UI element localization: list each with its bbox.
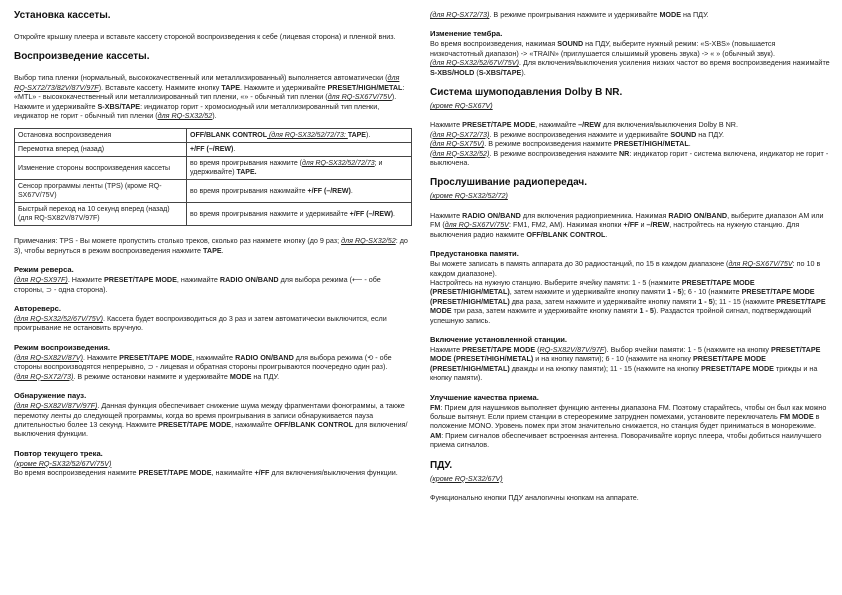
table-row xyxy=(15,143,412,157)
autoreverse-title: Автореверс. xyxy=(14,304,61,314)
remote-text: Функционально кнопки ПДУ аналогичны кнопкам на аппарате. xyxy=(430,493,639,502)
table-cell-function: Быстрый переход на 10 секунд вперед (назад) (для RQ-SX82V/87V/97F) xyxy=(15,203,187,226)
preset-memory-text: Вы можете записать в память аппарата до 30 радиостанций, по 15 в каждом диапазоне (для RQ-SX67V/75V: по 10 в каждом диапазоне). xyxy=(430,259,821,278)
table-cell-action: во время проигрывания нажимайте +/FF (–/REW). xyxy=(187,180,412,203)
reverse-mode-text: (для RQ-SX97F). Нажмите PRESET/TAPE MODE, нажимайте RADIO ON/BAND для выбора режима (⟵ - обе стороны, ⊃ - одна сторона). xyxy=(14,275,381,294)
reverse-mode-title: Режим реверса. xyxy=(14,265,74,275)
pause-detect-text: (для RQ-SX82V/87V/97F). Данная функция обеспечивает снижение шума между фрагментами фонограммы, а также перемотку ленты до следующей программы, когда во время проигрывания в записи обнаруживается пауза длительностью более 13 секунд. Нажмите PRESET/TAPE MODE, нажимайте OFF/BLANK CONTROL для включения/выключения функции. xyxy=(14,401,408,439)
radio-subtitle: (кроме RQ-SX32/52/72) xyxy=(430,191,508,201)
preset-memory-title: Предустановка памяти. xyxy=(430,249,519,259)
play-mode-title: Режим воспроизведения. xyxy=(14,342,111,352)
reception-fm-text: FM: Прием для наушников выполняет функцию антенны диапазона FM. Поэтому старайтесь, чтобы он был как можно больше вытянут. Если прием станции в стереорежиме затруднен помехами, установите переключатель FM MODE в положение MONO. Уровень помех при этом значительно снижается, но станция будет приниматься в монорежиме. xyxy=(430,402,827,431)
table-row xyxy=(15,129,412,143)
autoreverse-text: (для RQ-SX32/52/67V/75V). Кассета будет воспроизводиться до 3 раз и затем автоматически выключится, если проигрывание не остановить вручную. xyxy=(14,314,387,333)
remote-subtitle: (кроме RQ-SX32/67V) xyxy=(430,473,503,483)
reception-am-text: AM: Прием сигналов обеспечивает встроенная антенна. Поворачивайте корпус плеера, чтобы добиться наилучшего приема сигналов. xyxy=(430,430,822,450)
section-title-cassette-install: Установка кассеты. xyxy=(14,10,111,21)
remote-title: ПДУ. xyxy=(430,459,453,471)
table-cell-action: во время проигрывания нажмите и удерживайте +/FF (–/REW). xyxy=(187,203,412,226)
table-cell-function: Сенсор программы ленты (TPS) (кроме RQ-SX67V/75V) xyxy=(15,180,187,203)
dolby-title: Система шумоподавления Dolby B NR. xyxy=(430,87,623,99)
play-mode-text-2: (для RQ-SX72/73). В режиме остановки нажмите и удерживайте MODE на ПДУ. xyxy=(14,371,280,381)
playback-paragraph: Выбор типа пленки (нормальный, высококачественный или металлизированный) выполняется автоматически (для RQ-SX72/73/82V/87V/97F). Вставьте кассету. Нажмите кнопку TAPE. Нажмите и удерживайте PRESET/HIGH/METAL: «MTL» - высококачественный или металлизированный тип пленки, «» - обычный тип пленки (для RQ-SX67V/75V). Нажмите и удерживайте S-XBS/TAPE: индикатор горит - хромосиодный или металлизированный тип пленки, индикатор не горит - обычный тип пленки (для RQ-SX32/52). xyxy=(14,73,405,121)
cassette-install-text: Откройте крышку плеера и вставьте кассету стороной воспроизведения к себе (лицевая сторона) и пленкой вниз. xyxy=(14,32,396,41)
right-column xyxy=(430,10,830,502)
dolby-text-4: (для RQ-SX32/52). В режиме воспроизведения нажмите NR: индикатор горит - система включена, индикатор не горит - выключена. xyxy=(430,148,829,168)
dolby-subtitle: (кроме RQ-SX67V) xyxy=(430,101,493,111)
table-cell-function: Остановка воспроизведения xyxy=(15,129,187,143)
notes-paragraph: Примечания: TPS - Вы можете пропустить столько треков, сколько раз нажмете кнопку (до 9 раз; для RQ-SX32/52: до 3), чтобы вернуться в режим воспроизведения нажмите TAPE. xyxy=(14,236,408,255)
repeat-track-text: Во время воспроизведения нажмите PRESET/TAPE MODE, нажимайте +/FF для включения/выключения функции. xyxy=(14,468,398,478)
tone-text: Во время воспроизведения, нажимая SOUND на ПДУ, выберите нужный режим: «S-XBS» (повышается низкочастотный диапазон) -> «TRAIN» (приглушается слышимый уровень звука) -> « » (обычный звук). xyxy=(430,39,776,58)
left-column xyxy=(14,10,412,478)
radio-title: Прослушивание радиопередач. xyxy=(430,177,587,189)
repeat-track-title: Повтор текущего трека. xyxy=(14,448,103,458)
table-cell-action: +/FF (–/REW). xyxy=(187,143,412,157)
tone-text-2: (для RQ-SX32/52/67V/75V). Для включения/выключения усиления низких частот во время воспроизведения нажимайте S-XBS/HOLD (S-XBS/TAPE). xyxy=(430,58,830,77)
play-mode-text: (для RQ-SX82V/87V). Нажмите PRESET/TAPE MODE, нажимайте RADIO ON/BAND для выбора режима (⟲ - обе стороны воспроизводятся непрерывно, ⊃ - лицевая и обратная стороны проигрываются поочередно один раз). xyxy=(14,352,392,372)
preset-memory-text-2: Настройтесь на нужную станцию. Выберите ячейку памяти: 1 - 5 (нажмите PRESET/TAPE MODE (PRESET/HIGH/METAL), затем нажмите и удерживайте кнопку памяти 1 - 5); 6 - 10 (нажмите PRESET/TAPE MODE (PRESET/HIGH/METAL) два раза, затем нажмите и удерживайте кнопку памяти 1 - 5); 11 - 15 (нажмите PRESET/TAPE MODE три раза, затем нажмите и удерживайте кнопку памяти 1 - 5). Раздастся тройной сигнал, подтверждающий успешную запись. xyxy=(430,277,826,325)
reception-title: Улучшение качества приема. xyxy=(430,392,539,402)
table-cell-action: OFF/BLANK CONTROL (для RQ-SX32/52/72/73: TAPE). xyxy=(187,129,412,143)
table-cell-function: Изменение стороны воспроизведения кассеты xyxy=(15,157,187,180)
table-cell-action: во время проигрывания нажмите (для RQ-SX32/52/72/73; и удерживайте) TAPE. xyxy=(187,157,412,180)
table-row xyxy=(15,180,412,203)
table-cell-function: Перемотка вперед (назад) xyxy=(15,143,187,157)
dolby-text-3: (для RQ-SX75V). В режиме воспроизведения нажмите PRESET/HIGH/METAL. xyxy=(430,139,691,149)
dolby-text-2: (для RQ-SX72/73). В режиме воспроизведения нажмите и удерживайте SOUND на ПДУ. xyxy=(430,129,724,139)
pause-detect-title: Обнаружение пауз. xyxy=(14,391,87,401)
table-row xyxy=(15,157,412,180)
radio-text: Нажмите RADIO ON/BAND для включения радиоприемника. Нажимая RADIO ON/BAND, выберите диапазон AM или FM (для RQ-SX67V/75V: FM1, FM2, AM). Нажимая кнопки +/FF и –/REW, настройтесь на нужную станцию. Для выключения радио нажмите OFF/BLANK CONTROL. xyxy=(430,210,824,239)
section-title-cassette-playback: Воспроизведение кассеты. xyxy=(14,51,150,63)
playback-functions-table xyxy=(14,128,412,226)
tone-title: Изменение тембра. xyxy=(430,29,503,39)
repeat-track-subtitle: (кроме RQ-SX32/52/67V/75V) xyxy=(14,458,112,468)
dolby-text: Нажмите PRESET/TAPE MODE, нажимайте –/REW для включения/выключения Dolby B NR. xyxy=(430,120,738,130)
remote-mode-text: (для RQ-SX72/73). В режиме проигрывания нажмите и удерживайте MODE на ПДУ. xyxy=(430,10,709,19)
station-recall-title: Включение установленной станции. xyxy=(430,334,568,344)
table-row xyxy=(15,203,412,226)
station-recall-text: Нажмите PRESET/TAPE MODE (RQ-SX82V/87V/97F). Выбор ячейки памяти: 1 - 5 (нажмите на кнопку PRESET/TAPE MODE (PRESET/HIGH/METAL) и на кнопку памяти); 6 - 10 (нажмите на кнопку PRESET/TAPE MODE (PRESET/HIGH/METAL) дважды и на кнопку памяти); 11 - 15 (нажмите на кнопку PRESET/TAPE MODE трижды и на кнопку памяти). xyxy=(430,344,821,383)
